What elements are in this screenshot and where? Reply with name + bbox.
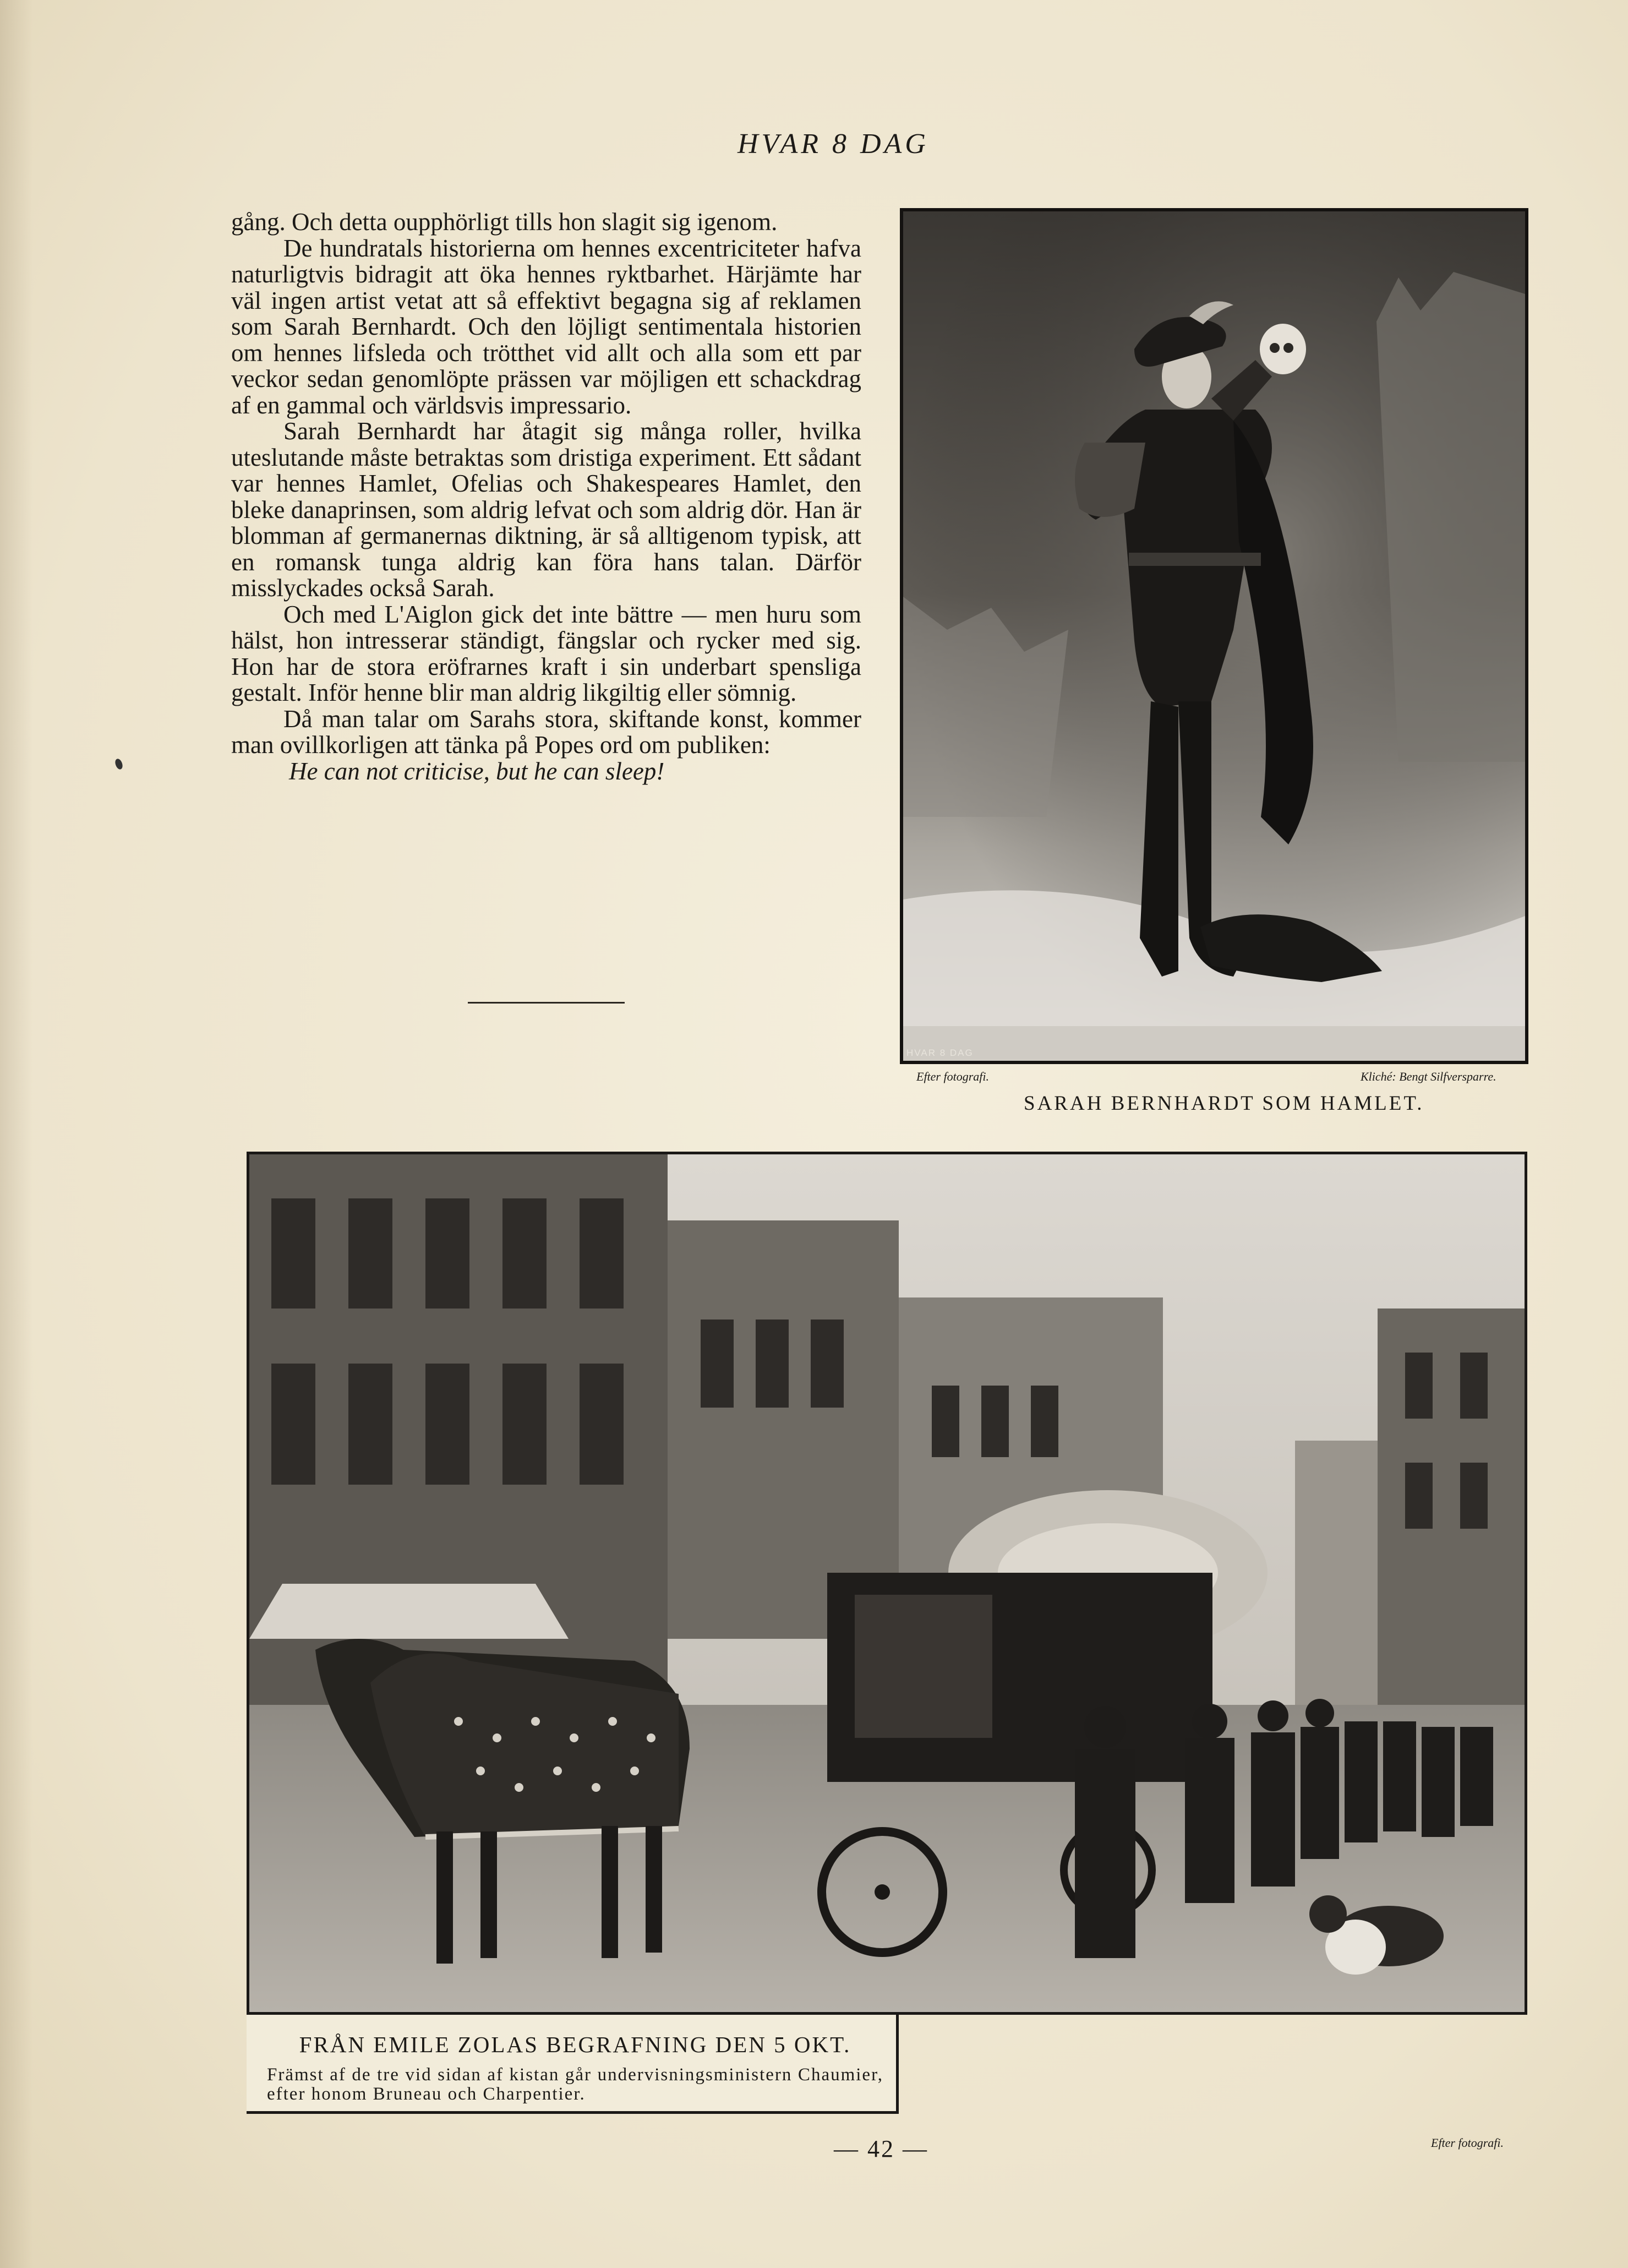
funeral-caption-title: FRÅN EMILE ZOLAS BEGRAFNING DEN 5 OKT. <box>299 2032 851 2057</box>
pope-quote: He can not criticise, but he can sleep! <box>289 757 665 785</box>
hamlet-photo-image <box>903 211 1525 1061</box>
article-paragraph: Och med L'Aiglon gick det inte bättre — men huru som hälst, hon intresserar ständigt, fängslar och rycker med sig. Hon har de stora eröfrarnes kraft i sin underbart spensliga gestalt. Inför henne blir man aldrig likgiltig eller sömnig. <box>231 600 861 706</box>
article-paragraph: Då man talar om Sarahs stora, skiftande konst, kommer man ovillkorligen att tänka på Popes ord om publiken: <box>231 705 861 759</box>
photo1-credit-right: Kliché: Bengt Silfversparre. <box>1361 1070 1496 1083</box>
hamlet-caption: SARAH BERNHARDT SOM HAMLET. <box>1024 1092 1424 1115</box>
running-head: HVAR 8 DAG <box>737 128 929 160</box>
photo2-credit: Efter fotografi. <box>1431 2136 1504 2150</box>
funeral-photo-image <box>249 1154 1525 2012</box>
section-divider <box>468 1002 625 1004</box>
photo-watermark: HVAR 8 DAG <box>906 1048 974 1058</box>
page-number: — 42 — <box>834 2135 928 2162</box>
article-paragraph: gång. Och detta oupphörligt tills hon slagit sig igenom. <box>231 208 778 236</box>
article-paragraph: De hundratals historierna om hennes excentriciteter hafva naturligtvis bidragit att öka hennes ryktbarhet. Härjämte har väl ingen artist vetat att så effektivt begagna sig af reklamen som Sarah Bernhardt. Och den löjligt sentimentala historien om hennes lifsleda och trötthet vid allt och alla som ett par veckor sedan genomlöpte prässen var möjligen ett schackdrag af en gammal och världsvis impressario. <box>231 234 861 419</box>
spine-shadow <box>0 0 33 2268</box>
photo1-credit-left: Efter fotografi. <box>916 1070 989 1083</box>
article-text <box>231 209 861 784</box>
article-paragraph: Sarah Bernhardt har åtagit sig många roller, hvilka uteslutande måste betraktas som dristiga experiment. Ett sådant var hennes Hamlet, Ofelias och Shakespeares Hamlet, den bleke danaprinsen, som aldrig lefvat och som aldrig dör. Han är blomman af germanernas diktning, är så alltigenom typisk, att en romansk tunga aldrig kan föra hans talan. Därför misslyckades också Sarah. <box>231 417 861 602</box>
funeral-photo <box>247 1152 1527 2015</box>
ink-fleck <box>114 758 124 771</box>
funeral-caption-text: Främst af de tre vid sidan af kistan går undervisningsministern Chaumier, efter honom Bruneau och Charpentier. <box>267 2065 883 2104</box>
hamlet-photo <box>900 208 1528 1064</box>
